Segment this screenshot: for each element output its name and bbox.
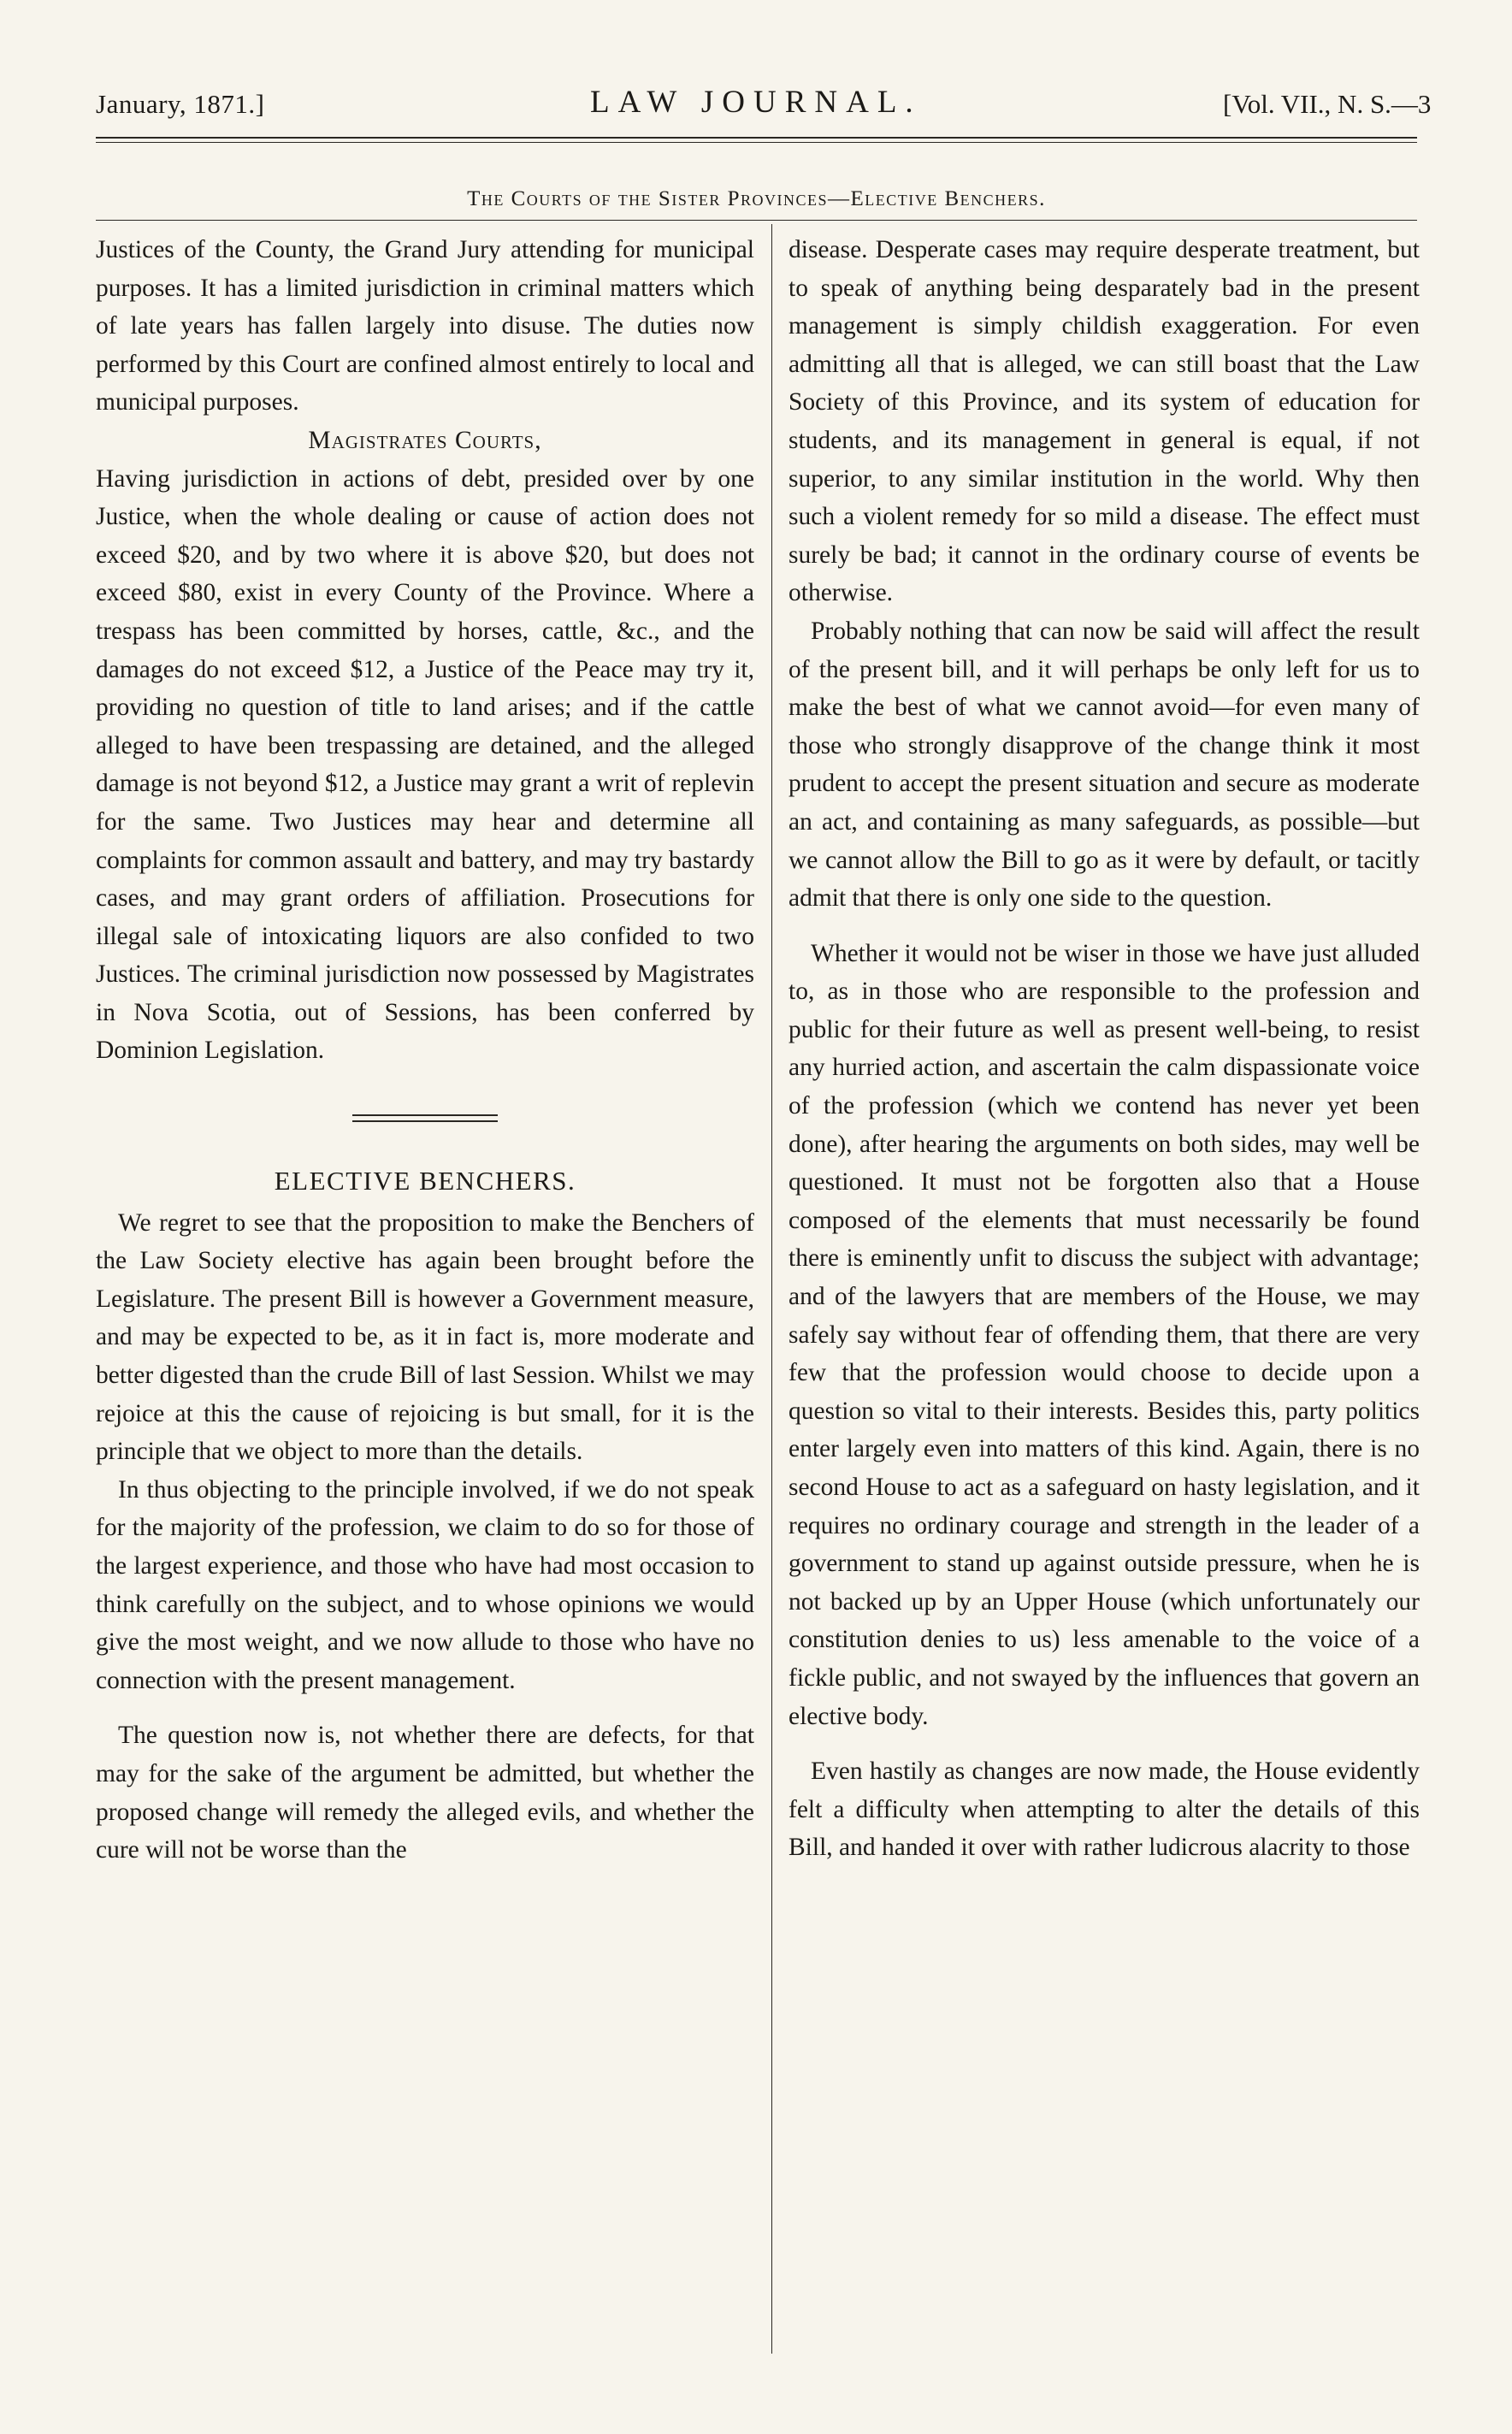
paragraph-disease: disease. Desperate cases may require desperate treatment, but to speak of anything being desparately bad in the present management is simply childish exaggeration. For even admitting all that is alleged, we can still boast that the Law Society of this Province, and its system of education for students, and its management in general is equal, if not superior, to any similar institution in the world. Why then such a violent remedy for so mild a disease. The effect must surely be bad; it cannot in the ordinary course of events be otherwise. [788, 236, 1420, 607]
right-column [788, 231, 1420, 1867]
paragraph-even-hastily: Even hastily as changes are now made, the House evidently felt a difficulty when attempting to alter the details of this Bill, and handed it over with rather ludicrous alacrity to those [788, 1758, 1420, 1862]
paragraph-objecting-principle: In thus objecting to the principle involved, if we do not speak for the majority of the profession, we claim to do so for those of the largest experience, and those who have had most occasion to think carefully on the subject, and to whose opinions we would give the most weight, and we now allude to those who have no connection with the present management. [96, 1475, 754, 1694]
header-rule-bottom [96, 142, 1417, 143]
header-volume: [Vol. VII., N. S.—3 [1223, 89, 1432, 119]
left-column [96, 231, 754, 1870]
section-title-elective-benchers: ELECTIVE BENCHERS. [274, 1166, 576, 1196]
paragraph-county-sessions: Justices of the County, the Grand Jury attending for municipal purposes. It has a limited jurisdiction in criminal matters which of late years has fallen largely into disuse. The duties now performed by this Court are confined almost entirely to local and municipal purposes. [96, 236, 754, 416]
header-journal-title: LAW JOURNAL. [590, 85, 922, 120]
paragraph-question-now: The question now is, not whether there are defects, for that may for the sake of the argument be admitted, but whether the proposed change will remedy the alleged evils, and whether the cure will not be worse than the [96, 1722, 754, 1864]
column-divider [771, 224, 772, 2354]
header-rule-top [96, 137, 1417, 139]
paragraph-whether-wiser: Whether it would not be wiser in those we have just alluded to, as in those who are responsible to the profession and public for their future as well as present well-being, to resist any hurried action, and ascertain the calm dispassionate voice of the profession (which we contend has never yet been done), after hearing the arguments on both sides, may well be questioned. It must not be forgotten also that a House composed of the elements that must necessarily be found there is eminently unfit to discuss the subject with advantage; and of the lawyers that are members of the House, we may safely say without fear of offending them, that there are very few that the profession would choose to decide upon a question so vital to their interests. Besides this, party politics enter largely even into matters of this kind. Again, there is no second House to act as a safeguard on hasty legislation, and it requires no ordinary courage and strength in the leader of a government to stand up against outside pressure, when he is not backed up by an Upper House (which unfortunately our constitution denies to us) less amenable to the voice of a fickle public, and not swayed by the influences that govern an elective body. [788, 939, 1420, 1730]
heading-magistrates-courts: Magistrates Courts, [308, 426, 542, 454]
header-date: January, 1871.] [96, 89, 265, 119]
subheader-rule [96, 220, 1417, 221]
paragraph-regret-proposition: We regret to see that the proposition to make the Benchers of the Law Society elective has again been brought before the Legislature. The present Bill is however a Government measure, and may be expected to be, as it in fact is, more moderate and better digested than the crude Bill of last Session. Whilst we may rejoice at this the cause of rejoicing is but small, for it is the principle that we object to more than the details. [96, 1208, 754, 1466]
paragraph-probably-nothing: Probably nothing that can now be said will affect the result of the present bill, and it will perhaps be only left for us to make the best of what we cannot avoid—for even many of those who strongly disapprove of the change think it most prudent to accept the present situation and secure as moderate an act, and containing as many safeguards, as possible—but we cannot allow the Bill to go as it were by default, or tacitly admit that there is only one side to the question. [788, 617, 1420, 913]
running-subheader: The Courts of the Sister Provinces—Elective Benchers. [467, 187, 1046, 210]
paragraph-magistrates-courts: Having jurisdiction in actions of debt, presided over by one Justice, when the whole dealing or cause of action does not exceed $20, and by two where it is above $20, but does not exceed $80, exist in every County of the Province. Where a trespass has been committed by horses, cattle, &c., and the damages do not exceed $12, a Justice of the Peace may try it, providing no question of title to land arises; and if the cattle alleged to have been trespassing are detained, and the alleged damage is not beyond $12, a Justice may grant a writ of replevin for the same. Two Justices may hear and determine all complaints for common assault and battery, and may try bastardy cases, and may grant orders of affiliation. Prosecutions for illegal sale of intoxicating liquors are also confided to two Justices. The criminal jurisdiction now possessed by Magistrates in Nova Scotia, out of Sessions, has been conferred by Dominion Legislation. [96, 464, 754, 1065]
section-separator [352, 1114, 498, 1126]
